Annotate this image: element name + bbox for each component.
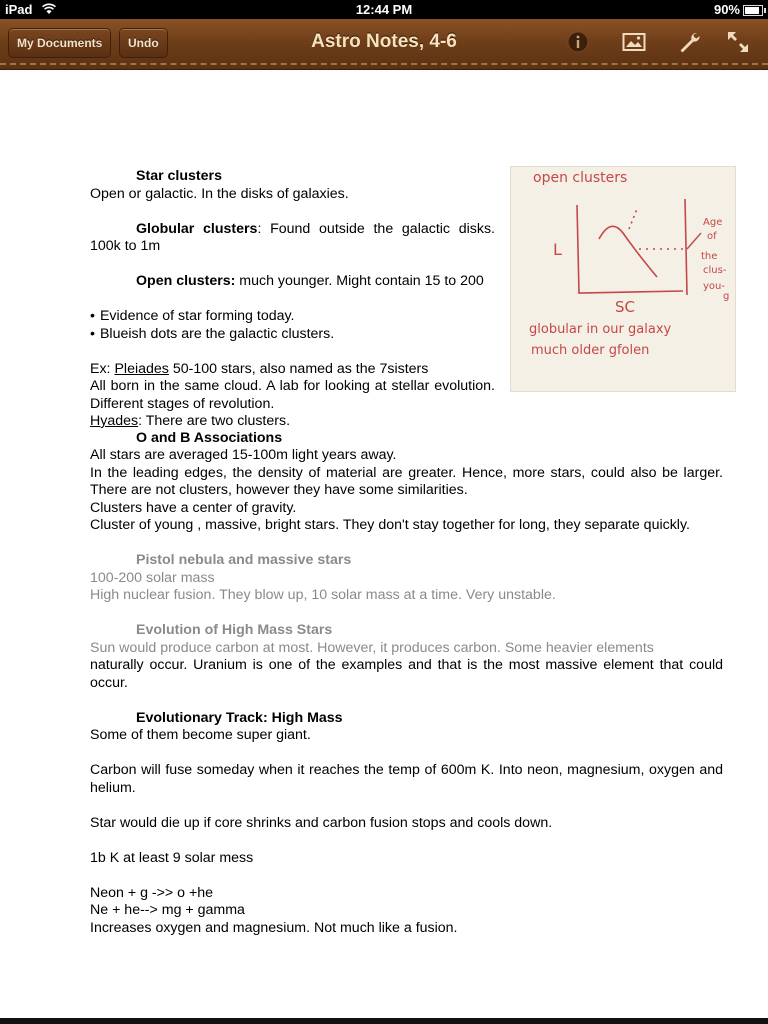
paragraph-globular: Globular clusters: Found outside the galactic disks. 100k to 1m xyxy=(90,220,495,254)
paragraph: naturally occur. Uranium is one of the examples and that is the most massive element that could occur. xyxy=(90,657,723,691)
fullscreen-icon[interactable] xyxy=(726,30,750,54)
paragraph: All stars are averaged 15-100m light years away. xyxy=(90,447,397,463)
paragraph: Star would die up if core shrinks and carbon fusion stops and cools down. xyxy=(90,814,553,831)
heading-evolution-high-mass: Evolution of High Mass Stars xyxy=(136,622,333,638)
battery-percent: 90% xyxy=(713,2,740,17)
paragraph: High nuclear fusion. They blow up, 10 solar mass at a time. Very unstable. xyxy=(90,587,556,603)
document-body[interactable] xyxy=(90,168,723,937)
sketch-note-5: you- xyxy=(703,281,725,292)
wrench-icon[interactable] xyxy=(677,30,701,54)
paragraph: In the leading edges, the density of material are greater. Hence, more stars, could also be larger. There are not clusters, however they have some similarities. xyxy=(90,464,723,498)
paragraph: Open or galactic. In the disks of galaxies. xyxy=(90,185,349,202)
paragraph: Ne + he--> mg + gamma xyxy=(90,902,245,918)
toolbar-stitching xyxy=(0,63,768,65)
heading-open: Open clusters: xyxy=(136,273,236,289)
info-icon[interactable] xyxy=(566,30,590,54)
paragraph: 1b K at least 9 solar mess xyxy=(90,849,254,866)
paragraph-open: Open clusters: much younger. Might contain 15 to 200 xyxy=(90,273,495,291)
paragraph-pleiades: Ex: Pleiades 50-100 stars, also named as the 7sisters xyxy=(90,360,429,377)
bottom-edge xyxy=(0,1018,768,1024)
paragraph: All born in the same cloud. A lab for looking at stellar evolution. Different stages of revolution. xyxy=(90,378,495,412)
hyades-link: Hyades xyxy=(90,413,139,429)
sketch-note-3: the xyxy=(701,251,718,262)
sketch-axis-y: L xyxy=(553,240,562,259)
pleiades-link: Pleiades xyxy=(114,360,169,377)
paragraph: Neon + g ->> o +he xyxy=(90,884,214,901)
paragraph: 100-200 solar mass xyxy=(90,569,215,586)
document-title: Astro Notes, 4-6 xyxy=(311,31,457,52)
list-item: • Blueish dots are the galactic clusters. xyxy=(90,326,723,344)
heading-star-clusters: Star clusters xyxy=(136,168,222,184)
carrier-label: iPad xyxy=(5,2,33,17)
list-item: • Evidence of star forming today. xyxy=(90,308,723,326)
paragraph: Carbon will fuse someday when it reaches the temp of 600m K. Into neon, magnesium, oxygen and helium. xyxy=(90,762,723,796)
clock: 12:44 PM xyxy=(355,2,413,17)
sketch-axis-x: SC xyxy=(615,298,635,316)
sketch-line2: globular in our galaxy xyxy=(529,322,672,337)
sketch-note-1: Age xyxy=(703,217,723,228)
heading-globular: Globular clusters xyxy=(136,220,258,237)
status-bar xyxy=(0,0,768,19)
sketch-note-6: g xyxy=(723,291,730,302)
sketch-line1: open clusters xyxy=(533,170,628,186)
paragraph: Some of them become super giant. xyxy=(90,727,311,743)
heading-evolutionary-track: Evolutionary Track: High Mass xyxy=(136,709,343,726)
my-documents-button[interactable]: My Documents xyxy=(8,28,111,58)
sketch-note-4: clus- xyxy=(703,265,727,276)
paragraph: Increases oxygen and magnesium. Not much like a fusion. xyxy=(90,919,458,936)
paragraph: Cluster of young , massive, bright stars. They don't stay together for long, they separate quickly. xyxy=(90,517,690,533)
sketch-line3: much older gfolen xyxy=(531,343,650,358)
toolbar xyxy=(0,19,768,70)
paragraph: Sun would produce carbon at most. However, it produces carbon. Some heavier elements xyxy=(90,639,654,656)
undo-button[interactable]: Undo xyxy=(119,28,168,58)
heading-pistol-nebula: Pistol nebula and massive stars xyxy=(136,552,352,568)
battery-icon xyxy=(743,5,763,16)
heading-ob-associations: O and B Associations xyxy=(136,429,283,446)
paragraph-hyades: Hyades: There are two clusters. xyxy=(90,413,291,429)
paragraph: Clusters have a center of gravity. xyxy=(90,499,297,516)
image-icon[interactable] xyxy=(622,30,646,54)
sketch-note-2: of xyxy=(707,231,717,242)
